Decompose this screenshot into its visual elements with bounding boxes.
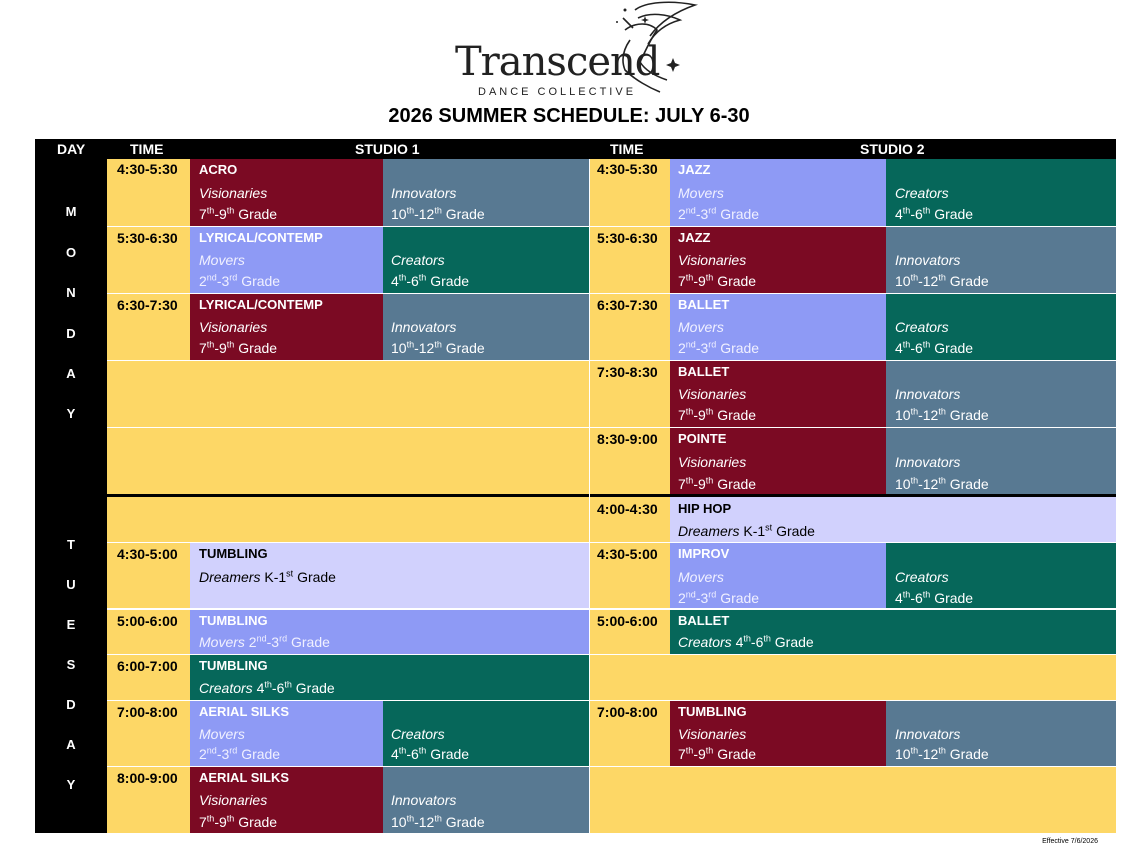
class-title: ACRO	[199, 162, 238, 177]
class-title: BALLET	[678, 364, 730, 379]
group-name: Visionaries	[678, 252, 747, 268]
divider	[590, 360, 670, 361]
time-label: 5:30-6:30	[117, 230, 178, 246]
divider	[107, 360, 590, 361]
divider	[107, 427, 590, 428]
divider	[107, 226, 190, 227]
grade-range: 2nd-3rd Grade	[678, 339, 760, 356]
day-letter: S	[66, 657, 76, 672]
divider	[107, 766, 190, 767]
class-title: HIP HOP	[678, 501, 732, 516]
divider	[107, 542, 590, 543]
header-time-2: TIME	[610, 141, 644, 157]
day-letter: M	[65, 204, 77, 219]
grade-range: 4th-6th Grade	[895, 339, 974, 356]
day-column-monday	[35, 159, 107, 496]
class-title: TUMBLING	[199, 658, 268, 673]
group-name: Innovators	[391, 319, 457, 335]
class-title: JAZZ	[678, 230, 711, 245]
divider	[107, 608, 190, 610]
divider	[590, 226, 670, 227]
group-name: Creators	[895, 185, 949, 201]
divider	[590, 654, 670, 655]
group-name: Innovators	[895, 386, 961, 402]
day-letter: E	[66, 617, 76, 632]
group-name: Movers	[678, 319, 724, 335]
class-title: TUMBLING	[678, 704, 747, 719]
grade-range: Dreamers K-1st Grade	[199, 568, 336, 585]
class-title: JAZZ	[678, 162, 711, 177]
group-name: Creators	[895, 569, 949, 585]
day-letter: N	[66, 285, 76, 300]
time-label: 7:00-8:00	[597, 704, 658, 720]
group-name: Innovators	[391, 792, 457, 808]
grade-range: 4th-6th Grade	[391, 272, 470, 289]
grade-range: Dreamers K-1st Grade	[678, 522, 815, 539]
empty-cell	[190, 497, 590, 542]
class-title: AERIAL SILKS	[199, 770, 290, 785]
time-label: 5:30-6:30	[597, 230, 658, 246]
table-header	[35, 139, 1116, 159]
grade-range: 10th-12th Grade	[895, 475, 989, 492]
day-letter: Y	[66, 777, 76, 792]
time-label: 7:30-8:30	[597, 364, 658, 380]
grade-range: 10th-12th Grade	[895, 406, 989, 423]
grade-range: 7th-9th Grade	[678, 406, 757, 423]
group-name: Visionaries	[678, 386, 747, 402]
logo-wordmark: Transcend	[455, 39, 660, 85]
group-name: Movers	[678, 569, 724, 585]
grade-range: 2nd-3rd Grade	[199, 272, 281, 289]
day-letter: A	[66, 737, 76, 752]
effective-date: Effective 7/6/2026	[1042, 838, 1098, 845]
group-name: Visionaries	[199, 185, 268, 201]
grade-range: 7th-9th Grade	[199, 813, 278, 830]
time-label: 6:30-7:30	[597, 297, 658, 313]
header-day: DAY	[57, 141, 86, 157]
empty-cell	[190, 428, 590, 496]
divider	[590, 766, 670, 767]
time-label: 8:00-9:00	[117, 770, 178, 786]
class-title: BALLET	[678, 613, 730, 628]
class-title: TUMBLING	[199, 546, 268, 561]
column-divider	[589, 159, 590, 833]
time-label: 6:30-7:30	[117, 297, 178, 313]
grade-range: 7th-9th Grade	[678, 475, 757, 492]
time-label: 6:00-7:00	[117, 658, 178, 674]
time-label: 5:00-6:00	[597, 613, 658, 629]
group-name: Innovators	[391, 185, 457, 201]
day-letter: D	[66, 326, 76, 341]
grade-range: 4th-6th Grade	[895, 589, 974, 606]
group-name: Creators	[391, 252, 445, 268]
group-name: Visionaries	[199, 319, 268, 335]
divider	[590, 542, 670, 543]
empty-cell	[670, 767, 1116, 833]
grade-range: 2nd-3rd Grade	[199, 745, 281, 762]
divider	[107, 700, 190, 701]
grade-range: 7th-9th Grade	[199, 205, 278, 222]
time-label: 4:30-5:30	[597, 161, 658, 177]
day-letter: U	[66, 577, 76, 592]
grade-range: 10th-12th Grade	[391, 339, 485, 356]
empty-cell	[190, 361, 590, 427]
grade-range: 2nd-3rd Grade	[678, 589, 760, 606]
divider	[590, 293, 670, 294]
day-letter: D	[66, 697, 76, 712]
class-title: AERIAL SILKS	[199, 704, 290, 719]
class-title: BALLET	[678, 297, 730, 312]
page-title: 2026 SUMMER SCHEDULE: JULY 6-30	[388, 105, 750, 127]
time-label: 4:30-5:30	[117, 161, 178, 177]
group-name: Innovators	[895, 726, 961, 742]
grade-range: 10th-12th Grade	[391, 813, 485, 830]
grade-range: 2nd-3rd Grade	[678, 205, 760, 222]
grade-range: 7th-9th Grade	[199, 339, 278, 356]
grade-range: 7th-9th Grade	[678, 272, 757, 289]
divider	[590, 700, 670, 701]
grade-range: 10th-12th Grade	[895, 745, 989, 762]
divider	[590, 608, 670, 610]
divider	[107, 293, 190, 294]
grade-range: 10th-12th Grade	[391, 205, 485, 222]
time-cell	[107, 159, 190, 496]
header-studio-2: STUDIO 2	[860, 141, 925, 157]
group-name: Visionaries	[199, 792, 268, 808]
group-name: Movers	[199, 726, 245, 742]
grade-range: 10th-12th Grade	[895, 272, 989, 289]
class-title: TUMBLING	[199, 613, 268, 628]
time-label: 8:30-9:00	[597, 431, 658, 447]
group-name: Innovators	[895, 454, 961, 470]
time-label: 5:00-6:00	[117, 613, 178, 629]
divider	[590, 427, 670, 428]
logo-subtitle: DANCE COLLECTIVE	[478, 86, 637, 98]
divider	[107, 654, 190, 655]
group-name: Visionaries	[678, 454, 747, 470]
group-name: Movers	[199, 252, 245, 268]
empty-cell	[670, 655, 1116, 700]
header-studio-1: STUDIO 1	[355, 141, 420, 157]
group-name: Creators	[391, 726, 445, 742]
time-label: 4:30-5:00	[117, 546, 178, 562]
group-name: Movers	[678, 185, 724, 201]
day-letter: A	[66, 366, 76, 381]
grade-range: Creators 4th-6th Grade	[199, 679, 335, 696]
day-letter: Y	[66, 406, 76, 421]
time-label: 4:00-4:30	[597, 501, 658, 517]
grade-range: 4th-6th Grade	[895, 205, 974, 222]
time-label: 4:30-5:00	[597, 546, 658, 562]
class-title: IMPROV	[678, 546, 730, 561]
day-letter: T	[67, 537, 75, 552]
grade-range: 7th-9th Grade	[678, 745, 757, 762]
header-time-1: TIME	[130, 141, 164, 157]
time-label: 7:00-8:00	[117, 704, 178, 720]
group-name: Creators	[895, 319, 949, 335]
grade-range: 4th-6th Grade	[391, 745, 470, 762]
group-name: Innovators	[895, 252, 961, 268]
class-title: POINTE	[678, 431, 727, 446]
day-column-tuesday	[35, 496, 107, 833]
grade-range: Creators 4th-6th Grade	[678, 633, 814, 650]
grade-range: Movers 2nd-3rd Grade	[199, 633, 330, 650]
day-letter: O	[65, 245, 77, 260]
group-name: Visionaries	[678, 726, 747, 742]
class-title: LYRICAL/CONTEMP	[199, 230, 323, 245]
class-title: LYRICAL/CONTEMP	[199, 297, 323, 312]
